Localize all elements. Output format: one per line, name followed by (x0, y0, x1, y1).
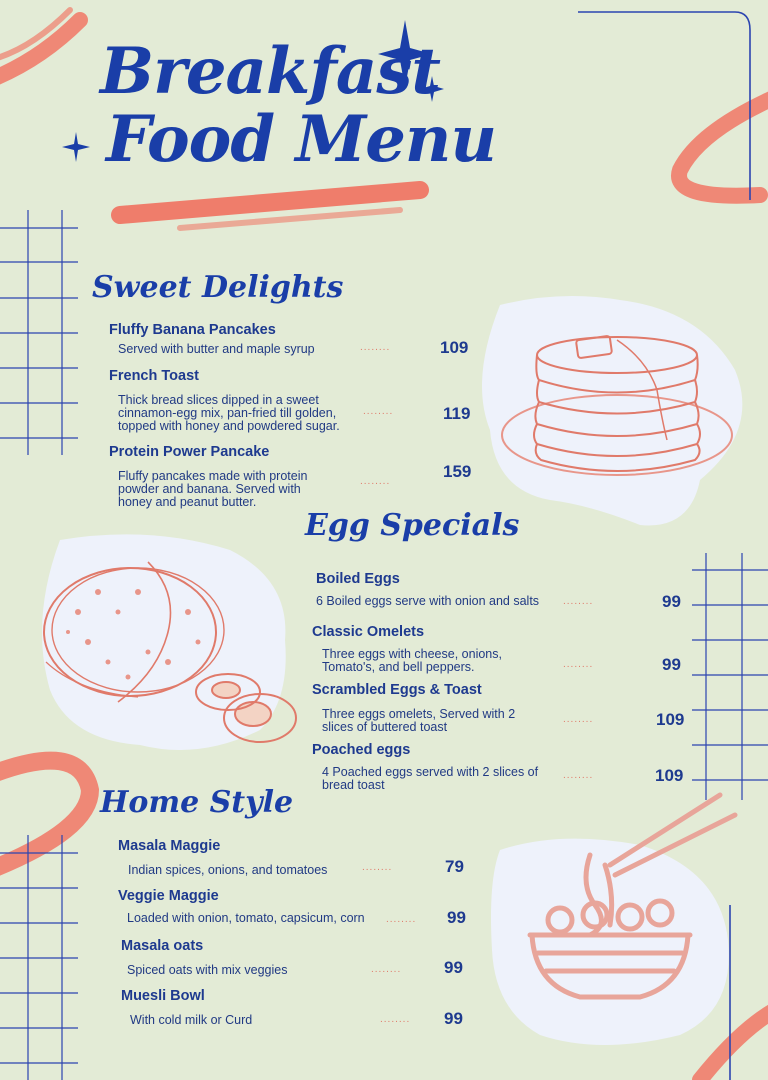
menu-item-name: Scrambled Eggs & Toast (312, 682, 482, 698)
menu-item-price: 99 (444, 958, 463, 977)
dot-leader: ........ (563, 596, 594, 607)
dot-leader: ........ (386, 914, 417, 925)
desc-line: cinnamon-egg mix, pan-fried till golden, (118, 406, 337, 420)
menu-item-name: Boiled Eggs (316, 571, 400, 587)
menu-title (100, 34, 496, 177)
desc-line: Fluffy pancakes made with protein (118, 469, 308, 483)
desc-line: Tomato's, and bell peppers. (322, 660, 475, 674)
menu-item-desc (322, 766, 538, 792)
dot-leader: ........ (371, 964, 402, 975)
desc-line: bread toast (322, 778, 385, 792)
menu-item-desc: Served with butter and maple syrup (118, 342, 315, 356)
dot-leader: ........ (363, 406, 394, 417)
noodle-bowl-illustration (520, 785, 740, 1015)
menu-item-price: 109 (656, 710, 685, 729)
menu-item-price: 79 (445, 857, 464, 876)
menu-item-name: Muesli Bowl (121, 988, 205, 1004)
desc-line: Three eggs omelets, Served with 2 (322, 707, 516, 721)
dot-leader: ........ (563, 659, 594, 670)
dot-leader: ........ (563, 770, 594, 781)
desc-line: Three eggs with cheese, onions, (322, 647, 502, 661)
menu-item-price: 99 (447, 908, 466, 927)
menu-item-desc: Spiced oats with mix veggies (127, 963, 288, 977)
menu-item-name: Protein Power Pancake (109, 444, 270, 460)
desc-line: 4 Poached eggs served with 2 slices of (322, 765, 539, 779)
desc-line: slices of buttered toast (322, 720, 448, 734)
menu-item-price: 109 (655, 766, 684, 785)
title-line-2: Food Menu (106, 102, 496, 177)
menu-item-desc (322, 708, 515, 734)
menu-item-desc: Indian spices, onions, and tomatoes (128, 863, 328, 877)
title-line-1: Breakfast (100, 34, 440, 109)
dot-leader: ........ (360, 342, 391, 353)
menu-item-desc (118, 394, 340, 433)
menu-item-name: Masala oats (121, 938, 204, 954)
desc-line: powder and banana. Served with (118, 482, 301, 496)
menu-item-desc (118, 470, 307, 509)
dot-leader: ........ (563, 714, 594, 725)
dot-leader: ........ (380, 1014, 411, 1025)
menu-item-name: Veggie Maggie (118, 888, 219, 904)
menu-item-price: 99 (444, 1009, 463, 1028)
section-heading-home: Home Style (100, 785, 294, 820)
menu-item-price: 109 (440, 338, 469, 357)
dot-leader: ........ (362, 862, 393, 873)
menu-item-price: 99 (662, 592, 681, 611)
desc-line: topped with honey and powdered sugar. (118, 419, 340, 433)
menu-item-desc: With cold milk or Curd (130, 1013, 253, 1027)
crepe-egg-illustration (38, 552, 298, 752)
menu-item-name: Poached eggs (312, 742, 411, 758)
menu-item-name: French Toast (109, 368, 199, 384)
desc-line: Thick bread slices dipped in a sweet (118, 393, 319, 407)
section-heading-sweet: Sweet Delights (92, 270, 344, 305)
dot-leader: ........ (360, 476, 391, 487)
menu-item-price: 159 (443, 462, 472, 481)
desc-line: honey and peanut butter. (118, 495, 257, 509)
menu-item-name: Masala Maggie (118, 838, 221, 854)
menu-item-price: 119 (443, 404, 471, 423)
menu-item-desc (322, 648, 502, 674)
section-heading-egg: Egg Specials (305, 508, 520, 543)
menu-item-desc: 6 Boiled eggs serve with onion and salts (316, 594, 540, 608)
menu-item-price: 99 (662, 655, 681, 674)
menu-item-desc: Loaded with onion, tomato, capsicum, corn (127, 911, 365, 925)
menu-item-name: Classic Omelets (312, 624, 425, 640)
pancake-illustration (497, 330, 737, 500)
menu-item-name: Fluffy Banana Pancakes (109, 322, 276, 338)
